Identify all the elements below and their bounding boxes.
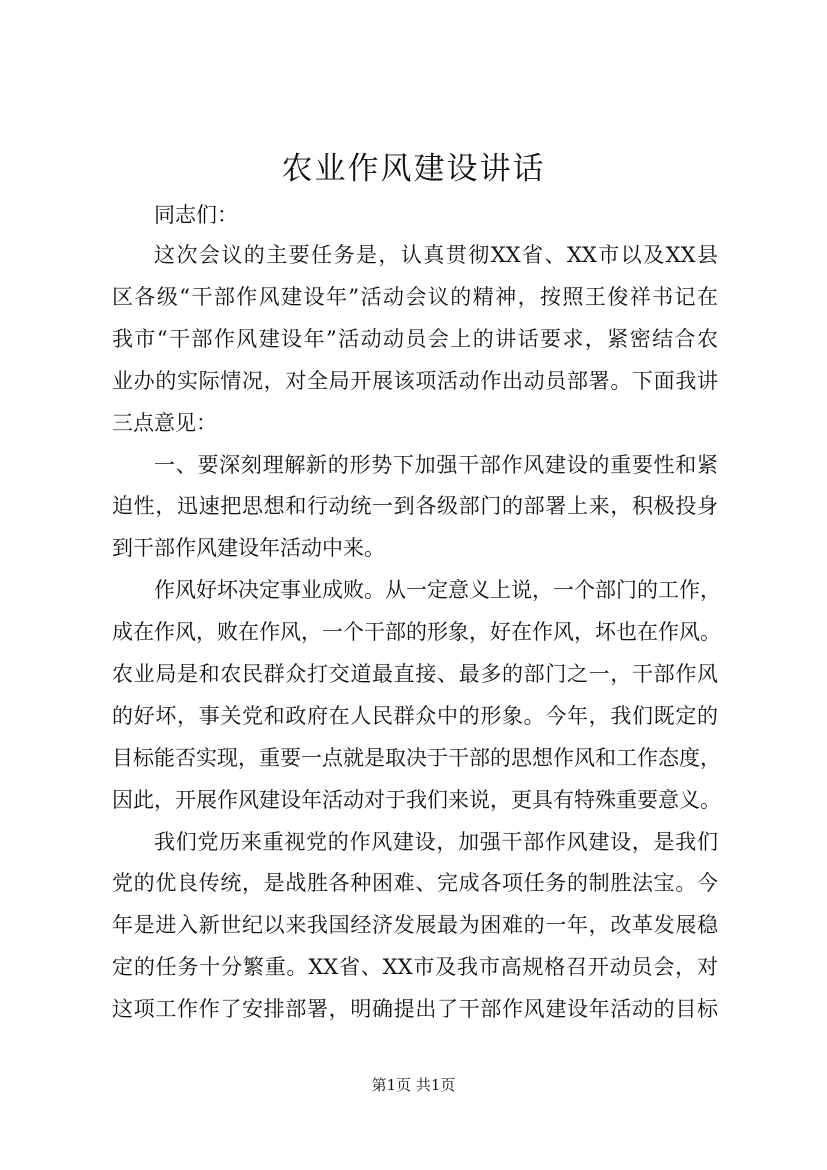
page-number-footer: 第1页 共1页 (371, 1076, 456, 1094)
section-heading-line: 迫性，迅速把思想和行动统一到各级部门的部署上来，积极投身 (112, 494, 718, 518)
text-line: 成在作风，败在作风，一个干部的形象，好在作风，坏也在作风。 (112, 620, 721, 644)
text-line: 的好坏，事关党和政府在人民群众中的形象。今年，我们既定的 (112, 704, 718, 728)
text-line: 这项工作作了安排部署，明确提出了干部作风建设年活动的目标 (112, 997, 718, 1021)
text-line: 业办的实际情况，对全局开展该项活动作出动员部署。下面我讲 (112, 369, 718, 393)
text-line: 目标能否实现，重要一点就是取决于干部的思想作风和工作态度， (112, 746, 721, 770)
text-line: 这次会议的主要任务是，认真贯彻XX省、XX市以及XX县 (154, 243, 718, 267)
section-heading-line: 到干部作风建设年活动中来。 (112, 536, 385, 560)
text-line: 因此，开展作风建设年活动对于我们来说，更具有特殊重要意义。 (112, 788, 721, 812)
text-line: 区各级“干部作风建设年”活动会议的精神，按照王俊祥书记在 (112, 285, 718, 309)
text-line: 我市“干部作风建设年”活动动员会上的讲话要求，紧密结合农 (112, 327, 718, 351)
section-heading-line: 一、要深刻理解新的形势下加强干部作风建设的重要性和紧 (154, 453, 718, 477)
salutation: 同志们： (154, 203, 238, 227)
text-line: 作风好坏决定事业成败。从一定意义上说，一个部门的工作， (154, 578, 721, 602)
text-line: 党的优良传统，是战胜各种困难、完成各项任务的制胜法宝。今 (112, 871, 718, 895)
text-line: 我们党历来重视党的作风建设，加强干部作风建设，是我们 (154, 830, 718, 854)
text-line: 三点意见： (112, 411, 217, 435)
text-line: 年是进入新世纪以来我国经济发展最为困难的一年，改革发展稳 (112, 913, 718, 937)
text-line: 农业局是和农民群众打交道最直接、最多的部门之一，干部作风 (112, 662, 718, 686)
text-line: 定的任务十分繁重。XX省、XX市及我市高规格召开动员会，对 (112, 955, 718, 979)
document-title: 农业作风建设讲话 (281, 151, 546, 187)
